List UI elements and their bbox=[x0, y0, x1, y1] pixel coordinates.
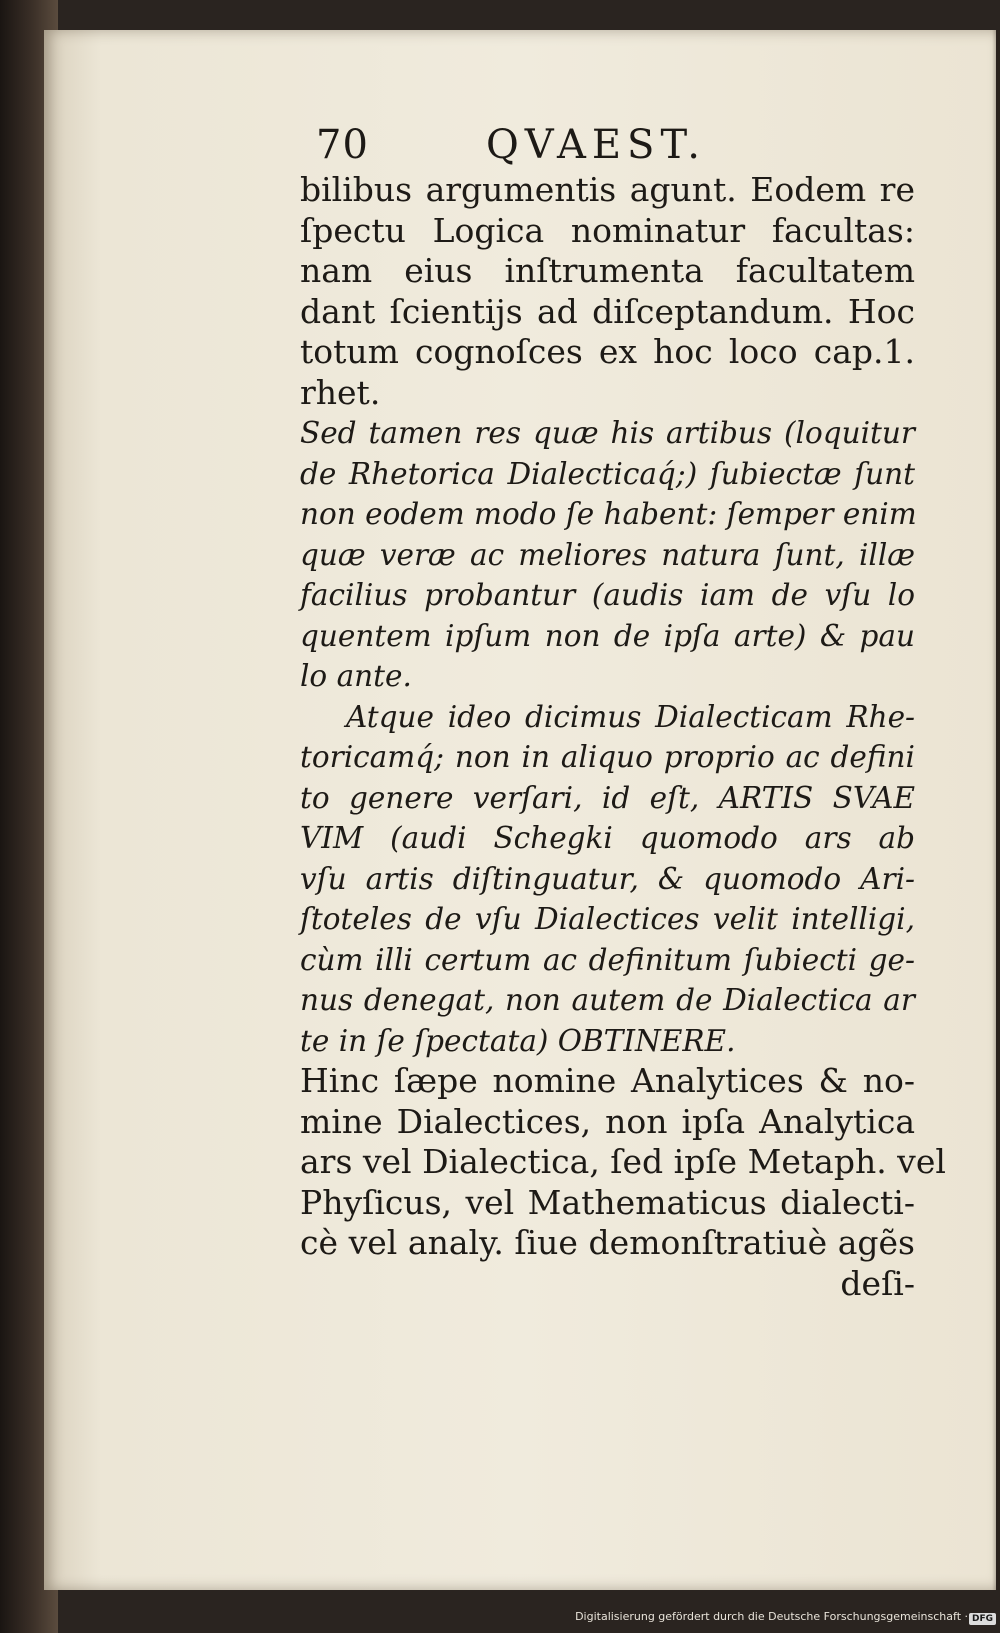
quote-line: to genere verſari, id eſt, ARTIS SVAE bbox=[300, 780, 915, 815]
quote-line: lo ante. bbox=[300, 659, 412, 693]
quote-line: Atque ideo dicimus Dialecticam Rhe- bbox=[346, 699, 915, 734]
text-line: rhet. bbox=[300, 372, 381, 412]
text-line: Phyſicus, vel Mathematicus dialecti- bbox=[300, 1182, 915, 1222]
dfg-logo: DFG bbox=[969, 1613, 996, 1625]
quotation-1 bbox=[300, 413, 915, 697]
page-number: 70 bbox=[316, 122, 369, 168]
quote-line: non eodem modo ſe habent: ſemper enim bbox=[300, 497, 917, 531]
text-line: nam eius inſtrumenta facultatem bbox=[300, 251, 915, 290]
page-text bbox=[300, 170, 946, 1304]
text-line: ſpectu Logica nominatur facultas: bbox=[300, 210, 915, 250]
running-head: QVAEST. bbox=[486, 122, 706, 168]
quote-line: Sed tamen res quæ his artibus (loquitur bbox=[300, 416, 915, 450]
quote-line: te in ſe ſpectata) OBTINERE. bbox=[300, 1023, 736, 1058]
quote-line: VIM (audi Schegki quomodo ars ab bbox=[300, 821, 915, 855]
quote-line: toricamq́; non in aliquo proprio ac defini bbox=[300, 740, 915, 774]
quote-line: nus denegat, non autem de Dialectica ar bbox=[300, 983, 915, 1017]
quote-line: cùm illi certum ac definitum ſubiecti ge- bbox=[300, 942, 915, 977]
text-line: mine Dialectices, non ipſa Analytica bbox=[300, 1101, 915, 1141]
paragraph-2 bbox=[300, 1061, 946, 1264]
quote-line: facilius probantur (audis iam de vſu lo bbox=[300, 578, 915, 612]
text-line: cè vel analy. ſiue demonſtratiuè agẽs bbox=[300, 1223, 915, 1262]
quote-line: de Rhetorica Dialecticaq́;) ſubiectæ ſunt bbox=[300, 456, 915, 491]
text-line: dant ſcientijs ad diſceptandum. Hoc bbox=[300, 291, 915, 331]
quote-line: quæ veræ ac meliores natura ſunt, illæ bbox=[300, 537, 915, 572]
catchword: deſi- bbox=[840, 1263, 915, 1303]
text-line: totum cognoſces ex hoc loco cap.1. bbox=[300, 332, 915, 371]
text-line: ars vel Dialectica, ſed ipſe Metaph. vel bbox=[300, 1142, 946, 1181]
paragraph-1 bbox=[300, 170, 915, 413]
quote-line: quentem ipſum non de ipſa arte) & pau bbox=[300, 618, 915, 653]
digitization-credit: Digitalisierung gefördert durch die Deutsche Forschungsgemeinschaft · bbox=[575, 1610, 968, 1623]
quote-line: vſu artis diſtinguatur, & quomodo Ari- bbox=[300, 861, 915, 896]
text-line: Hinc ſæpe nomine Analytices & no- bbox=[300, 1061, 915, 1100]
quotation-2 bbox=[300, 697, 915, 1062]
page-edge-shadow bbox=[992, 30, 1000, 1590]
text-line: bilibus argumentis agunt. Eodem re bbox=[300, 170, 915, 209]
quote-line: ſtoteles de vſu Dialectices velit intelligi, bbox=[300, 902, 915, 936]
